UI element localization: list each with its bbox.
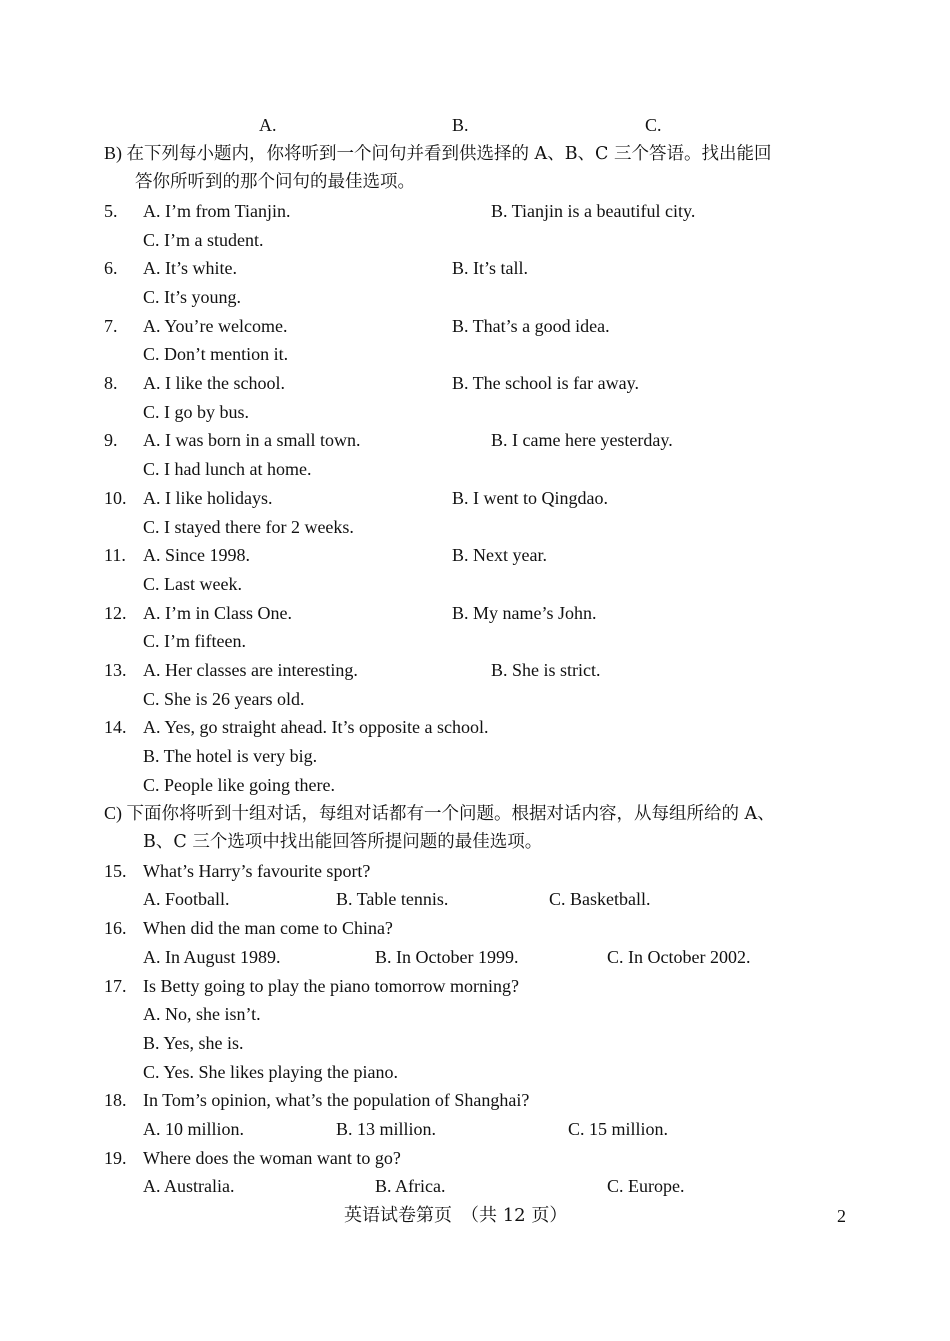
- option-a: A. I like the school.: [143, 373, 285, 393]
- question-number: 5.: [104, 201, 118, 221]
- section-c-line1: 下面你将听到十组对话，每组对话都有一个问题。根据对话内容，从每组所给的 A、: [126, 804, 775, 824]
- question-number: 12.: [104, 603, 127, 623]
- option-b: B. In October 1999.: [375, 947, 519, 967]
- option-a: A. In August 1989.: [143, 947, 281, 967]
- question-number: 9.: [104, 430, 118, 450]
- option-c: C. I’m a student.: [143, 230, 264, 250]
- question-number: 18.: [104, 1090, 127, 1110]
- section-b-line2: 答你所听到的那个问句的最佳选项。: [135, 172, 415, 192]
- option-c: C. In October 2002.: [607, 947, 751, 967]
- footer-title: 英语试卷第页 （共 12 页）: [344, 1205, 568, 1226]
- section-c-line2: B、C 三个选项中找出能回答所提问题的最佳选项。: [143, 832, 543, 852]
- option-b: B. The hotel is very big.: [143, 746, 318, 766]
- option-a: A. I like holidays.: [143, 488, 273, 508]
- question-number: 13.: [104, 660, 127, 680]
- option-a: A. I was born in a small town.: [143, 430, 361, 450]
- question-text: In Tom’s opinion, what’s the population of Shanghai?: [143, 1090, 530, 1110]
- option-a: A. It’s white.: [143, 258, 237, 278]
- option-c: C. 15 million.: [568, 1119, 669, 1139]
- option-c: C. I go by bus.: [143, 402, 250, 422]
- option-b: B. I went to Qingdao.: [452, 488, 608, 508]
- option-b: B. The school is far away.: [452, 373, 639, 393]
- option-a: A. I’m from Tianjin.: [143, 201, 291, 221]
- section-b-instructions: [104, 142, 772, 165]
- section-b-line1: 在下列每小题内，你将听到一个问句并看到供选择的 A、B、C 三个答语。找出能回: [126, 144, 772, 164]
- section-c-instructions: [104, 802, 775, 825]
- option-a: A. No, she isn’t.: [143, 1004, 261, 1024]
- question-number: 11.: [104, 545, 126, 565]
- question-number: 8.: [104, 373, 118, 393]
- top-option-b: B.: [452, 115, 469, 135]
- question-number: 16.: [104, 918, 127, 938]
- question-text: What’s Harry’s favourite sport?: [143, 861, 371, 881]
- question-text: When did the man come to China?: [143, 918, 393, 938]
- question-text: Where does the woman want to go?: [143, 1148, 401, 1168]
- option-c: C. Last week.: [143, 574, 242, 594]
- option-c: C. She is 26 years old.: [143, 689, 305, 709]
- option-b: B. Tianjin is a beautiful city.: [491, 201, 696, 221]
- question-number: 15.: [104, 861, 127, 881]
- option-c: C. Basketball.: [549, 889, 651, 909]
- option-b: B. Next year.: [452, 545, 547, 565]
- option-a: A. Football.: [143, 889, 230, 909]
- option-a: A. Yes, go straight ahead. It’s opposite a school.: [143, 717, 489, 737]
- option-b: B. She is strict.: [491, 660, 601, 680]
- option-c: C. I had lunch at home.: [143, 459, 312, 479]
- option-b: B. That’s a good idea.: [452, 316, 610, 336]
- option-c: C. It’s young.: [143, 287, 242, 307]
- question-number: 17.: [104, 976, 127, 996]
- option-c: C. Europe.: [607, 1176, 685, 1196]
- question-number: 19.: [104, 1148, 127, 1168]
- option-c: C. Don’t mention it.: [143, 344, 289, 364]
- top-option-c: C.: [645, 115, 662, 135]
- option-a: A. Australia.: [143, 1176, 235, 1196]
- option-a: A. Her classes are interesting.: [143, 660, 358, 680]
- option-c: C. I stayed there for 2 weeks.: [143, 517, 354, 537]
- option-a: A. 10 million.: [143, 1119, 245, 1139]
- top-option-a: A.: [259, 115, 277, 135]
- option-b: B. It’s tall.: [452, 258, 528, 278]
- question-number: 10.: [104, 488, 127, 508]
- option-a: A. You’re welcome.: [143, 316, 288, 336]
- question-number: 14.: [104, 717, 127, 737]
- option-b: B. Africa.: [375, 1176, 446, 1196]
- option-a: A. I’m in Class One.: [143, 603, 292, 623]
- option-c: C. People like going there.: [143, 775, 335, 795]
- question-number: 6.: [104, 258, 118, 278]
- section-c-label: C): [104, 803, 122, 823]
- option-b: B. 13 million.: [336, 1119, 437, 1139]
- option-b: B. Yes, she is.: [143, 1033, 244, 1053]
- option-b: B. I came here yesterday.: [491, 430, 673, 450]
- option-b: B. Table tennis.: [336, 889, 449, 909]
- section-b-label: B): [104, 143, 122, 163]
- option-c: C. I’m fifteen.: [143, 631, 246, 651]
- option-a: A. Since 1998.: [143, 545, 250, 565]
- page-number: 2: [837, 1206, 846, 1226]
- option-c: C. Yes. She likes playing the piano.: [143, 1062, 398, 1082]
- question-number: 7.: [104, 316, 118, 336]
- option-b: B. My name’s John.: [452, 603, 597, 623]
- question-text: Is Betty going to play the piano tomorrow morning?: [143, 976, 519, 996]
